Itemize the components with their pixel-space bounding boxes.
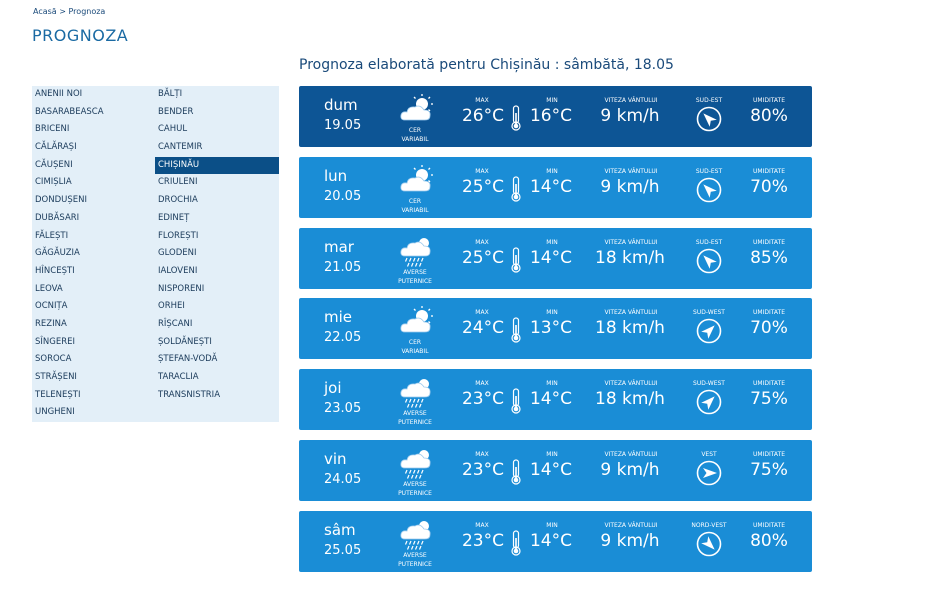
min-label: MIN: [546, 309, 558, 317]
city-link[interactable]: NISPORENI: [158, 283, 205, 294]
humidity-label: UMIDITATE: [752, 521, 786, 529]
city-link[interactable]: OCNIȚA: [35, 301, 68, 312]
city-link[interactable]: FĂLEȘTI: [35, 230, 69, 241]
humidity-value: 80%: [750, 106, 788, 126]
wind-direction-compass-icon: [696, 318, 722, 344]
weather-description-line1: CER: [408, 197, 422, 205]
wind-speed: 18 km/h: [595, 389, 665, 410]
humidity-label: UMIDITATE: [752, 238, 786, 246]
city-link[interactable]: ANENII NOI: [35, 89, 83, 99]
forecast-day-card[interactable]: [299, 228, 812, 289]
day-name: vin: [324, 450, 347, 468]
min-temperature: 14°C: [529, 176, 572, 197]
weather-description-line2: PUTERNICE: [398, 419, 432, 427]
heavy-showers-icon: [397, 234, 437, 268]
wind-direction-label: SUD-WEST: [693, 380, 725, 388]
heavy-showers-icon: [397, 517, 437, 551]
wind-direction-label: SUD-EST: [695, 238, 723, 246]
city-link[interactable]: BASARABEASCA: [35, 106, 104, 117]
city-link[interactable]: LEOVA: [35, 283, 63, 294]
heavy-showers-icon: [397, 446, 437, 480]
city-link[interactable]: DROCHIA: [158, 195, 198, 206]
min-temperature: 14°C: [529, 530, 572, 551]
max-label: MAX: [475, 309, 489, 317]
max-temperature: 25°C: [461, 247, 504, 268]
weather-description-line2: PUTERNICE: [398, 277, 432, 285]
humidity-value: 75%: [750, 460, 788, 480]
wind-speed: 9 km/h: [600, 106, 660, 126]
day-date: 21.05: [324, 259, 362, 275]
breadcrumb-current: Prognoza: [68, 7, 106, 16]
weather-description-line1: AVERSE: [403, 551, 427, 559]
city-link[interactable]: CIMIȘLIA: [35, 177, 72, 188]
forecast-day-card[interactable]: [299, 369, 812, 430]
wind-direction-compass-icon: [696, 531, 722, 557]
min-label: MIN: [546, 238, 558, 246]
city-link[interactable]: ORHEI: [158, 301, 185, 312]
city-link[interactable]: UNGHENI: [35, 407, 75, 418]
wind-direction-compass-icon: [696, 389, 722, 415]
city-link[interactable]: STRĂȘENI: [35, 372, 77, 382]
weather-description: [389, 197, 441, 215]
city-link[interactable]: BRICENI: [35, 124, 70, 135]
city-link[interactable]: TELENEȘTI: [35, 389, 81, 400]
breadcrumb-separator: >: [59, 7, 66, 16]
thermometer-icon: [509, 530, 523, 556]
day-date: 22.05: [324, 330, 362, 346]
city-link[interactable]: CĂUȘENI: [35, 159, 73, 170]
max-temperature: 23°C: [461, 530, 504, 551]
city-link[interactable]: HÎNCEȘTI: [35, 265, 75, 276]
max-label: MAX: [475, 521, 489, 529]
wind-speed-label: VITEZA VÂNTULUI: [604, 451, 658, 458]
city-link[interactable]: IALOVENI: [158, 265, 198, 276]
wind-direction-label: SUD-WEST: [693, 309, 725, 317]
weather-description-line1: CER: [408, 339, 422, 347]
min-label: MIN: [546, 380, 558, 388]
city-link[interactable]: ȘOLDĂNEȘTI: [158, 336, 212, 347]
humidity-value: 70%: [750, 318, 788, 339]
wind-speed: 18 km/h: [595, 318, 665, 339]
city-link[interactable]: TRANSNISTRIA: [158, 389, 221, 400]
min-temperature: 14°C: [529, 460, 572, 480]
wind-direction-compass-icon: [696, 106, 722, 132]
min-temperature: 14°C: [529, 247, 572, 268]
city-link[interactable]: CĂLĂRAȘI: [35, 142, 77, 153]
city-link[interactable]: RÎȘCANI: [158, 318, 193, 329]
city-link[interactable]: GLODENI: [158, 248, 197, 259]
wind-speed-label: VITEZA VÂNTULUI: [604, 97, 658, 104]
city-link[interactable]: SOROCA: [35, 354, 72, 365]
humidity-label: UMIDITATE: [752, 380, 786, 388]
city-link[interactable]: BĂLȚI: [158, 89, 183, 99]
min-label: MIN: [546, 521, 558, 529]
city-column-left: [32, 86, 155, 422]
min-label: MIN: [546, 167, 558, 175]
weather-description-line1: AVERSE: [403, 410, 427, 418]
city-link[interactable]: BENDER: [158, 106, 194, 117]
min-label: MIN: [546, 451, 558, 458]
wind-direction-label: SUD-EST: [695, 97, 723, 104]
day-name: lun: [324, 166, 348, 185]
wind-speed-label: VITEZA VÂNTULUI: [604, 309, 658, 317]
city-link[interactable]: EDINEȚ: [158, 212, 190, 223]
wind-direction-compass-icon: [696, 177, 722, 203]
city-link[interactable]: FLOREȘTI: [158, 230, 199, 241]
weather-description: [389, 551, 441, 569]
wind-speed: 18 km/h: [595, 247, 665, 268]
humidity-label: UMIDITATE: [752, 167, 786, 175]
city-list-panel: [32, 86, 279, 422]
max-label: MAX: [475, 380, 489, 388]
weather-description-line2: VARIABIL: [401, 136, 429, 143]
city-link[interactable]: ȘTEFAN-VODĂ: [158, 354, 218, 365]
breadcrumb: [33, 7, 105, 16]
weather-description-line2: VARIABIL: [401, 206, 429, 214]
wind-speed: 9 km/h: [600, 530, 660, 551]
wind-direction-label: VEST: [701, 451, 717, 458]
wind-direction-compass-icon: [696, 248, 722, 274]
city-link[interactable]: TARACLIA: [158, 372, 199, 382]
wind-direction-label: SUD-EST: [695, 167, 723, 175]
day-name: sâm: [324, 520, 356, 539]
weather-description-line2: PUTERNICE: [398, 490, 432, 497]
cloud-sun-icon: [397, 304, 437, 338]
forecast-day-card[interactable]: [299, 157, 812, 218]
heavy-showers-icon: [397, 375, 437, 409]
city-column-right: [155, 86, 279, 404]
max-temperature: 23°C: [461, 460, 504, 480]
thermometer-icon: [509, 247, 523, 273]
weather-description: [389, 409, 441, 427]
humidity-value: 85%: [750, 247, 788, 268]
wind-speed: 9 km/h: [600, 176, 660, 197]
humidity-value: 75%: [750, 389, 788, 410]
day-date: 20.05: [324, 188, 362, 204]
city-link[interactable]: CRIULENI: [158, 177, 198, 188]
max-temperature: 23°C: [461, 389, 504, 410]
page-title: PROGNOZA: [32, 26, 129, 45]
forecast-day-card[interactable]: [299, 511, 812, 572]
max-temperature: 26°C: [461, 106, 504, 126]
min-temperature: 14°C: [529, 389, 572, 410]
day-date: 19.05: [324, 118, 362, 133]
day-name: dum: [324, 96, 358, 114]
wind-speed: 9 km/h: [600, 460, 660, 480]
max-label: MAX: [475, 97, 489, 104]
weather-description-line1: AVERSE: [403, 268, 427, 276]
min-temperature: 16°C: [529, 106, 572, 126]
humidity-value: 80%: [750, 530, 788, 551]
weather-description: [389, 480, 441, 498]
weather-description-line1: CER: [408, 127, 422, 134]
city-link[interactable]: DONDUȘENI: [35, 195, 87, 206]
wind-direction-label: NORD-VEST: [691, 521, 727, 529]
humidity-label: UMIDITATE: [752, 309, 786, 317]
humidity-label: UMIDITATE: [752, 97, 786, 104]
thermometer-icon: [509, 176, 523, 202]
breadcrumb-home[interactable]: Acasă: [33, 7, 57, 16]
wind-direction-compass-icon: [696, 460, 722, 486]
max-temperature: 24°C: [461, 318, 504, 339]
cloud-sun-icon: [397, 163, 437, 197]
day-name: mie: [324, 308, 353, 327]
max-label: MAX: [475, 238, 489, 246]
thermometer-icon: [509, 105, 523, 131]
thermometer-icon: [509, 388, 523, 414]
weather-description: [389, 126, 441, 144]
day-name: joi: [324, 379, 342, 398]
day-name: mar: [324, 237, 354, 256]
wind-speed-label: VITEZA VÂNTULUI: [604, 167, 658, 175]
weather-description-line1: AVERSE: [403, 481, 427, 488]
day-date: 25.05: [324, 542, 362, 558]
cloud-sun-icon: [397, 92, 437, 126]
forecast-day-card[interactable]: [299, 86, 812, 147]
min-temperature: 13°C: [529, 318, 572, 339]
weather-description-line2: PUTERNICE: [398, 560, 432, 568]
day-date: 23.05: [324, 401, 362, 417]
day-date: 24.05: [324, 472, 362, 487]
city-link[interactable]: CAHUL: [158, 124, 188, 135]
wind-speed-label: VITEZA VÂNTULUI: [604, 238, 658, 246]
city-link[interactable]: DUBĂSARI: [35, 212, 80, 223]
min-label: MIN: [546, 97, 558, 104]
max-label: MAX: [475, 451, 489, 458]
wind-speed-label: VITEZA VÂNTULUI: [604, 380, 658, 388]
forecast-heading: Prognoza elaborată pentru Chișinău : sâmbătă, 18.05: [299, 57, 674, 73]
weather-description: [389, 268, 441, 286]
thermometer-icon: [509, 317, 523, 343]
city-link[interactable]: REZINA: [35, 318, 67, 329]
wind-speed-label: VITEZA VÂNTULUI: [604, 521, 658, 529]
city-link[interactable]: CHIȘINĂU: [155, 157, 279, 175]
humidity-value: 70%: [750, 176, 788, 197]
city-link[interactable]: CANTEMIR: [158, 142, 203, 153]
max-temperature: 25°C: [461, 176, 504, 197]
city-link[interactable]: GĂGĂUZIA: [35, 248, 80, 259]
forecast-day-card[interactable]: [299, 298, 812, 359]
weather-description: [389, 338, 441, 356]
thermometer-icon: [509, 459, 523, 485]
city-link[interactable]: SÎNGEREI: [35, 336, 76, 347]
max-label: MAX: [475, 167, 489, 175]
weather-description-line2: VARIABIL: [401, 348, 429, 356]
humidity-label: UMIDITATE: [752, 451, 786, 458]
forecast-day-card[interactable]: [299, 440, 812, 501]
